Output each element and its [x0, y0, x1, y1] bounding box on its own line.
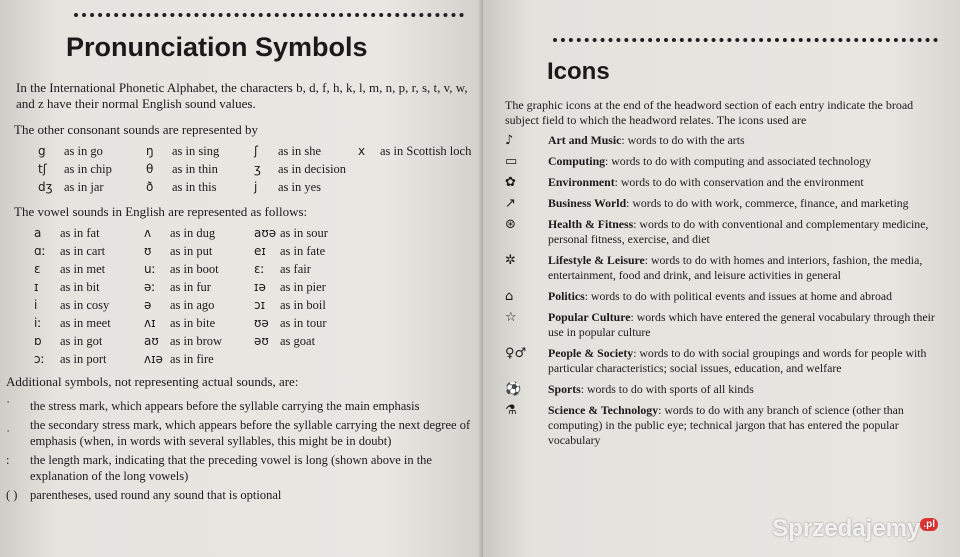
parentheses-symbol: ( ) [6, 488, 18, 502]
table-row [34, 350, 328, 368]
symbol: ɪ [34, 280, 39, 294]
symbol: ɔɪ [254, 298, 266, 312]
table-row [34, 224, 328, 242]
icon-description [527, 382, 945, 397]
symbol: ə [144, 298, 152, 312]
top-dotted-rule [74, 13, 464, 17]
symbol: ʊ [144, 244, 152, 258]
watermark-brand: Sprzedajemy [772, 515, 921, 542]
consonant-intro: The other consonant sounds are represented by [14, 122, 259, 137]
icon-label: Art and Music [548, 133, 622, 147]
icon-desc: : words to do with any branch of science (other than computing) in the public eye; technical jargon that has entered the popular vocabulary [548, 403, 904, 447]
symbol: ʌɪə [144, 352, 163, 366]
example: as fair [280, 261, 311, 276]
symbol: ɒ [34, 334, 42, 348]
symbol: əʊ [254, 334, 269, 348]
icon-description [527, 253, 945, 283]
additional-intro: Additional symbols, not representing actual sounds, are: [6, 374, 299, 389]
vowel-table [34, 224, 328, 368]
symbol: ŋ [146, 144, 154, 158]
icon-label: Health & Fitness [548, 217, 634, 231]
example: as in cart [60, 243, 106, 258]
business-world-icon: ↗ [505, 196, 516, 211]
example: as in got [60, 333, 103, 348]
icon-description [527, 346, 945, 376]
symbol: tʃ [38, 162, 47, 176]
icon-desc: : words to do with social groupings and words for people with particular characteristics; social issues, education, and welfare [548, 346, 927, 375]
symbol [254, 350, 280, 368]
icon-label: Science & Technology [548, 403, 659, 417]
symbol: ʒ [254, 162, 261, 176]
computing-icon: ▭ [505, 154, 518, 169]
symbol: aʊə [254, 226, 277, 240]
length-mark-symbol: : [6, 453, 10, 467]
example: as in go [64, 143, 103, 158]
symbol: iː [34, 316, 42, 330]
icon-description [527, 403, 945, 448]
icon-desc: : words to do with work, commerce, finance, and marketing [626, 196, 909, 210]
symbol: g [38, 144, 46, 158]
example: as in pier [280, 279, 326, 294]
watermark-tld: .pl [920, 518, 938, 531]
example: as in thin [172, 161, 218, 176]
example: as in jar [64, 179, 104, 194]
table-row [38, 178, 471, 196]
list-item [6, 487, 476, 503]
symbol: ɑː [34, 244, 46, 258]
science-and-technology-icon: ⚗ [505, 403, 517, 418]
table-row [34, 314, 328, 332]
lifestyle-and-leisure-icon: ✲ [505, 253, 516, 268]
icon-desc: : words to do with the arts [621, 133, 745, 147]
icons-intro: The graphic icons at the end of the headword section of each entry indicate the broad subject field to which the headword relates. The icons used are [505, 98, 914, 127]
politics-icon: ⌂ [505, 289, 514, 304]
icon-label: Politics [548, 289, 585, 303]
page-title: Icons [547, 58, 610, 85]
example: as in put [170, 243, 213, 258]
example: as in boil [280, 297, 326, 312]
example: as in fur [170, 279, 211, 294]
top-dotted-rule [553, 38, 938, 42]
example: as in yes [278, 179, 322, 194]
icon-description [527, 175, 945, 190]
example: as in dug [170, 225, 216, 240]
list-item [6, 452, 476, 484]
example: as in chip [64, 161, 112, 176]
icon-label: Popular Culture [548, 310, 631, 324]
symbol: i [34, 298, 38, 312]
icon-description [527, 133, 945, 148]
list-item [505, 253, 945, 283]
icon-description [527, 154, 945, 169]
example: as in this [172, 179, 217, 194]
consonant-table [38, 142, 471, 196]
icon-desc: : words to do with sports of all kinds [580, 382, 754, 396]
stress-mark-symbol: ˈ [6, 399, 11, 413]
icon-description [527, 289, 945, 304]
page-title: Pronunciation Symbols [66, 32, 368, 62]
icon-label: People & Society [548, 346, 634, 360]
symbol: əː [144, 280, 156, 294]
symbol: j [254, 180, 258, 194]
symbol: aʊ [144, 334, 159, 348]
sports-icon: ⚽ [505, 382, 522, 397]
example: as in fate [280, 243, 326, 258]
icon-label: Business World [548, 196, 627, 210]
icon-desc: : words to do with computing and associated technology [605, 154, 872, 168]
icon-label: Environment [548, 175, 615, 189]
example: as in sing [172, 143, 220, 158]
list-item [505, 217, 945, 247]
example: as in tour [280, 315, 327, 330]
symbol: ɔː [34, 352, 45, 366]
example: as in brow [170, 333, 223, 348]
symbol: ʌɪ [144, 316, 156, 330]
symbol: ʌ [144, 226, 152, 240]
example: as in fat [60, 225, 100, 240]
vowel-intro: The vowel sounds in English are represented as follows: [14, 204, 308, 219]
symbol: dʒ [38, 180, 53, 194]
item-text: the length mark, indicating that the preceding vowel is long (shown above in the explanation of the long vowels) [30, 453, 432, 483]
people-and-society-icon: ♀♂ [505, 346, 527, 361]
example: as in she [278, 143, 322, 158]
example: as in bit [60, 279, 100, 294]
list-item [6, 398, 476, 414]
example: as in boot [170, 261, 219, 276]
list-item [6, 417, 476, 449]
symbol: ð [146, 180, 154, 194]
list-item [505, 382, 945, 397]
list-item [505, 133, 945, 148]
symbol: a [34, 226, 42, 240]
symbol: ɛː [254, 262, 265, 276]
table-row [34, 296, 328, 314]
icon-label: Lifestyle & Leisure [548, 253, 645, 267]
secondary-stress-symbol: ˌ [6, 418, 11, 432]
table-row [34, 260, 328, 278]
table-row [34, 242, 328, 260]
symbol: uː [144, 262, 156, 276]
popular-culture-icon: ☆ [505, 310, 517, 325]
list-item [505, 175, 945, 190]
list-item [505, 154, 945, 169]
art-and-music-icon: ♪ [505, 133, 514, 148]
icon-desc: : words to do with conservation and the environment [614, 175, 864, 189]
example: as in cosy [60, 297, 110, 312]
additional-symbols-list [6, 398, 476, 506]
icon-description [527, 310, 945, 340]
list-item [505, 310, 945, 340]
icon-desc: : words which have entered the general vocabulary through their use in popular culture [548, 310, 935, 339]
item-text: parentheses, used round any sound that is optional [30, 488, 282, 502]
environment-icon: ✿ [505, 175, 516, 190]
list-item [505, 403, 945, 448]
example: as goat [280, 333, 316, 348]
icon-desc: : words to do with homes and interiors, fashion, the media, entertainment, food and drink, and leisure activities in general [548, 253, 923, 282]
item-text: the secondary stress mark, which appears before the syllable carrying the next degree of emphasis (when, in words with several syllables, this might be in doubt) [30, 418, 471, 448]
example: as in sour [280, 225, 328, 240]
symbol: θ [146, 162, 154, 176]
example: as in bite [170, 315, 216, 330]
example: as in fire [170, 351, 214, 366]
icon-label: Computing [548, 154, 606, 168]
symbol: eɪ [254, 244, 266, 258]
example: as in met [60, 261, 106, 276]
health-and-fitness-icon: ⊛ [505, 217, 516, 232]
table-row [38, 142, 471, 160]
table-row [38, 160, 471, 178]
ipa-intro: In the International Phonetic Alphabet, the characters b, d, f, h, k, l, m, n, p, r, s, t, v, w, and z have their normal English sound values. [16, 80, 468, 111]
symbol: ʃ [254, 144, 259, 158]
symbol: x [358, 144, 366, 158]
icon-desc: : words to do with conventional and complementary medicine, personal fitness, exercise, and diet [548, 217, 929, 246]
list-item [505, 346, 945, 376]
table-row [34, 332, 328, 350]
example: as in ago [170, 297, 215, 312]
icon-list [505, 133, 945, 454]
list-item [505, 289, 945, 304]
example: as in Scottish loch [380, 143, 472, 158]
list-item [505, 196, 945, 211]
icon-description [527, 196, 945, 211]
example: as in meet [60, 315, 111, 330]
watermark-logo [772, 515, 938, 543]
symbol: ɛ [34, 262, 41, 276]
table-row [34, 278, 328, 296]
example [280, 350, 328, 368]
example: as in port [60, 351, 107, 366]
icon-desc: : words to do with political events and issues at home and abroad [584, 289, 893, 303]
symbol: ʊə [254, 316, 269, 330]
symbol: ɪə [254, 280, 266, 294]
item-text: the stress mark, which appears before the syllable carrying the main emphasis [30, 399, 420, 413]
icon-label: Sports [548, 382, 581, 396]
icon-description [527, 217, 945, 247]
example: as in decision [278, 161, 347, 176]
